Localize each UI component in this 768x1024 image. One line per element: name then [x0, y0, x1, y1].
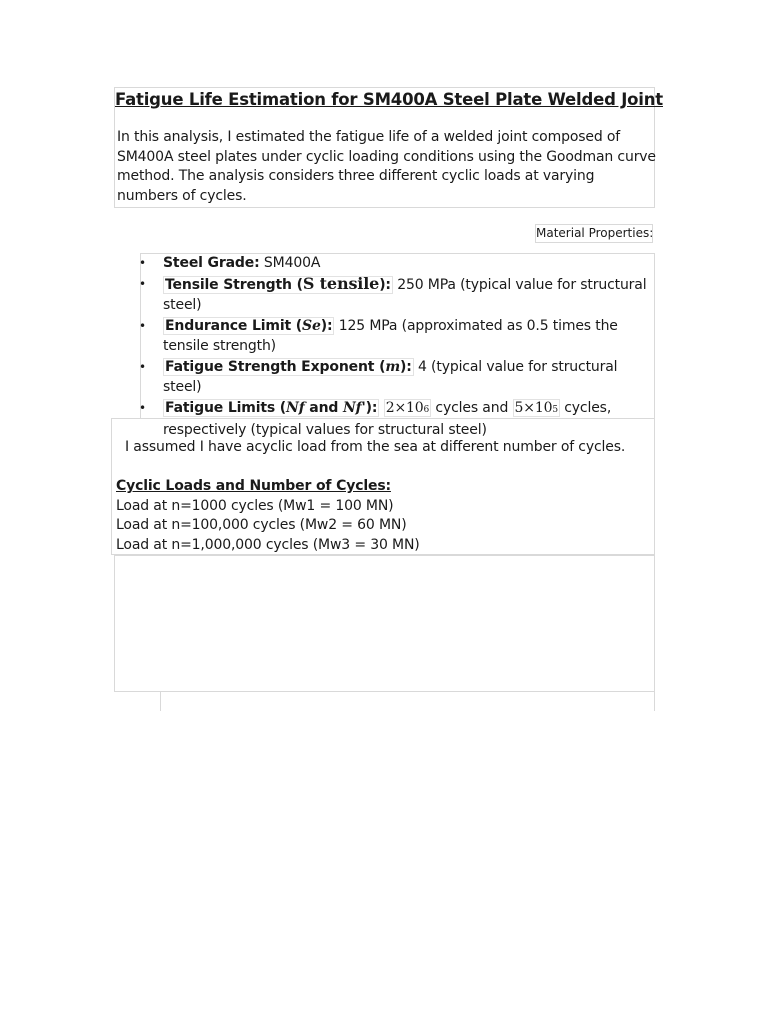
- document-title: Fatigue Life Estimation for SM400A Steel Plate Welded Joint: [115, 90, 663, 109]
- title-section: [114, 87, 663, 208]
- bullet-icon: •: [139, 359, 146, 374]
- property-label: Tensile Strength (S tensile):: [165, 273, 391, 293]
- bullet-icon: •: [139, 276, 146, 291]
- assumption-text: I assumed I have acyclic load from the sea at different number of cycles.: [125, 439, 626, 455]
- bullet-icon: •: [139, 256, 146, 270]
- property-value: 250 MPa (typical value for structural steel): [163, 276, 647, 313]
- property-label: Endurance Limit (Se):: [165, 317, 333, 334]
- property-label: Fatigue Strength Exponent (m):: [165, 358, 412, 375]
- bullet-icon: •: [139, 400, 146, 415]
- exponent-symbol: m: [385, 358, 400, 375]
- list-item: [132, 274, 652, 316]
- fatigue-limit-symbol-1: Nf: [286, 399, 305, 416]
- property-label: Fatigue Limits (Nf and Nf'):: [165, 399, 378, 416]
- property-text: cycles, respectively (typical values for structural steel): [163, 399, 612, 438]
- list-item: [132, 357, 652, 398]
- fatigue-limit-value-2: 5×105: [514, 399, 558, 416]
- endurance-symbol: Se: [302, 317, 321, 334]
- material-properties-label: Material Properties:: [535, 224, 653, 243]
- fatigue-limit-symbol-2: Nf': [343, 399, 366, 416]
- bullet-icon: •: [139, 318, 146, 333]
- property-label: Steel Grade:: [163, 255, 260, 271]
- list-item: [132, 316, 652, 357]
- list-item: [132, 253, 652, 274]
- property-value: 4 (typical value for structural steel): [163, 358, 618, 395]
- property-text: cycles and: [431, 399, 513, 416]
- divider-line: [654, 692, 655, 711]
- load-line: Load at n=1,000,000 cycles (Mw3 = 30 MN): [116, 536, 420, 553]
- cyclic-loads-heading: Cyclic Loads and Number of Cycles:: [116, 478, 391, 495]
- divider-line: [160, 692, 161, 711]
- cyclic-loads-section: [116, 438, 646, 556]
- tensile-symbol: S tensile: [302, 273, 380, 293]
- empty-frame: [114, 555, 655, 692]
- material-properties-list: [132, 253, 652, 441]
- property-value: SM400A: [259, 255, 321, 271]
- intro-paragraph: In this analysis, I estimated the fatigue life of a welded joint composed of SM400A steel plates under cyclic loading conditions using the Goodman curve method. The analysis considers three different cyclic loads at varying numbers of cycles.: [117, 129, 656, 204]
- property-value: 125 MPa (approximated as 0.5 times the tensile strength): [163, 317, 618, 354]
- load-line: Load at n=100,000 cycles (Mw2 = 60 MN): [116, 517, 407, 534]
- load-line: Load at n=1000 cycles (Mw1 = 100 MN): [116, 497, 394, 514]
- fatigue-limit-value-1: 2×106: [385, 399, 430, 416]
